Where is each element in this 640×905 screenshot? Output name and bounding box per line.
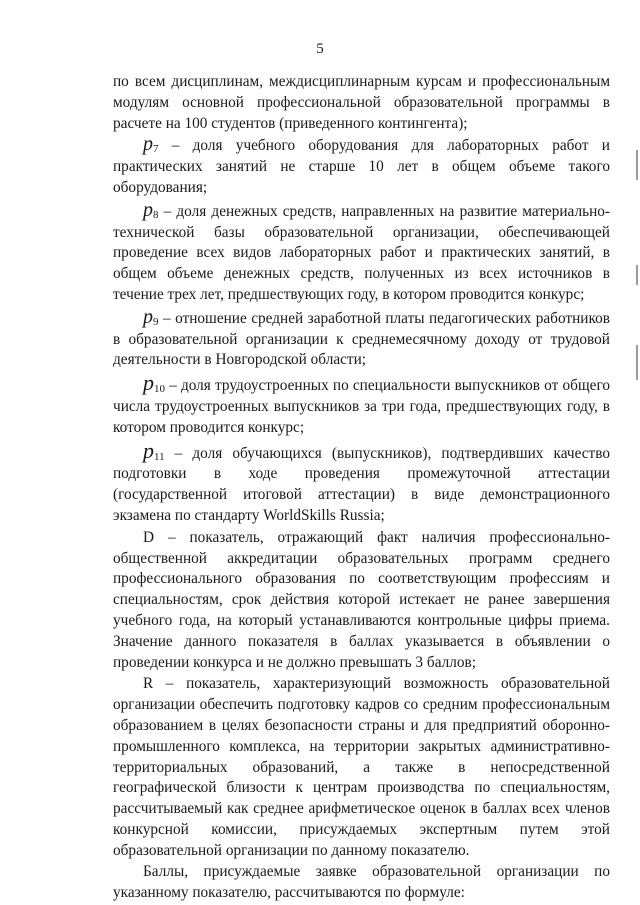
formula-intro: Баллы, присуждаемые заявке образовательной организации по указанному показателю, рассчитываются по формуле: xyxy=(113,863,610,902)
paragraph-continuation: по всем дисциплинам, междисциплинарным курсам и профессиональным модулям основной профессиональной образовательной программы в расчете на 100 студентов (приведенного контингента); xyxy=(113,73,610,132)
definition-p8: $p_8$ – доля денежных средств, направленных на развитие материально-технической базы образовательной организации, обеспечивающей проведение всех видов лабораторных работ и практических занятий, в общем объеме денежных средств, полученных из всех источников в течение трех лет, предшествующих году, в котором проводится конкурс; xyxy=(113,198,610,303)
definition-p9: $p_9$ – отношение средней заработной платы педагогических работников в образовательной организации к среднемесячному доходу от трудовой деятельности в Новгородской области; xyxy=(113,305,610,369)
symbol-p10: $p_{10}$ xyxy=(143,370,165,396)
scan-edge-mark xyxy=(636,345,638,380)
definition-r: R – показатель, характеризующий возможность образовательной организации обеспечить подготовку кадров со средним профессиональным образованием в целях безопасности страны и для предприятий оборонно-промышленного комплекса, на территории закрытых административно-территориальных образований, а также в непосредственной географической близости к центрам производства по специальностям, рассчитываемый как среднее арифметическое оценок в баллах всех членов конкурсной комиссии, присуждаемых экспертным путем этой образовательной организации по данному показателю. xyxy=(113,675,610,859)
symbol-p8: $p_8$ xyxy=(143,198,159,221)
definition-p11: $p_{11}$ – доля обучающихся (выпускников), подтвердивших качество подготовки в ходе проведения промежуточной аттестации (государственной итоговой аттестации) в виде демонстрационного экзамена по стандарту WorldSkills Russia; xyxy=(113,437,610,524)
definition-p7: $p_7$ – доля учебного оборудования для лабораторных работ и практических занятий не старше 10 лет в общем объеме такого оборудования; xyxy=(113,133,610,196)
page-number: 5 xyxy=(316,41,324,57)
definition-d: D – показатель, отражающий факт наличия профессионально-общественной аккредитации образовательных программ среднего профессионального образования по соответствующим профессиям и специальностям, срок действия которой истекает не ранее завершения учебного года, на который устанавливаются контрольные цифры приема. Значение данного показателя в баллах указывается в объявлении о проведении конкурса и не должно превышать 3 баллов; xyxy=(113,528,610,671)
symbol-p7: $p_7$ xyxy=(143,133,159,156)
scan-edge-mark xyxy=(636,265,638,285)
document-body xyxy=(113,72,610,904)
definition-p10: $p_{10}$ – доля трудоустроенных по специальности выпускников от общего числа трудоустроенных выпускников за три года, предшествующих году, в котором проводится конкурс; xyxy=(113,370,610,436)
scan-edge-mark xyxy=(636,150,638,180)
symbol-p9: $p_9$ xyxy=(143,305,159,328)
symbol-p11: $p_{11}$ xyxy=(143,437,165,463)
